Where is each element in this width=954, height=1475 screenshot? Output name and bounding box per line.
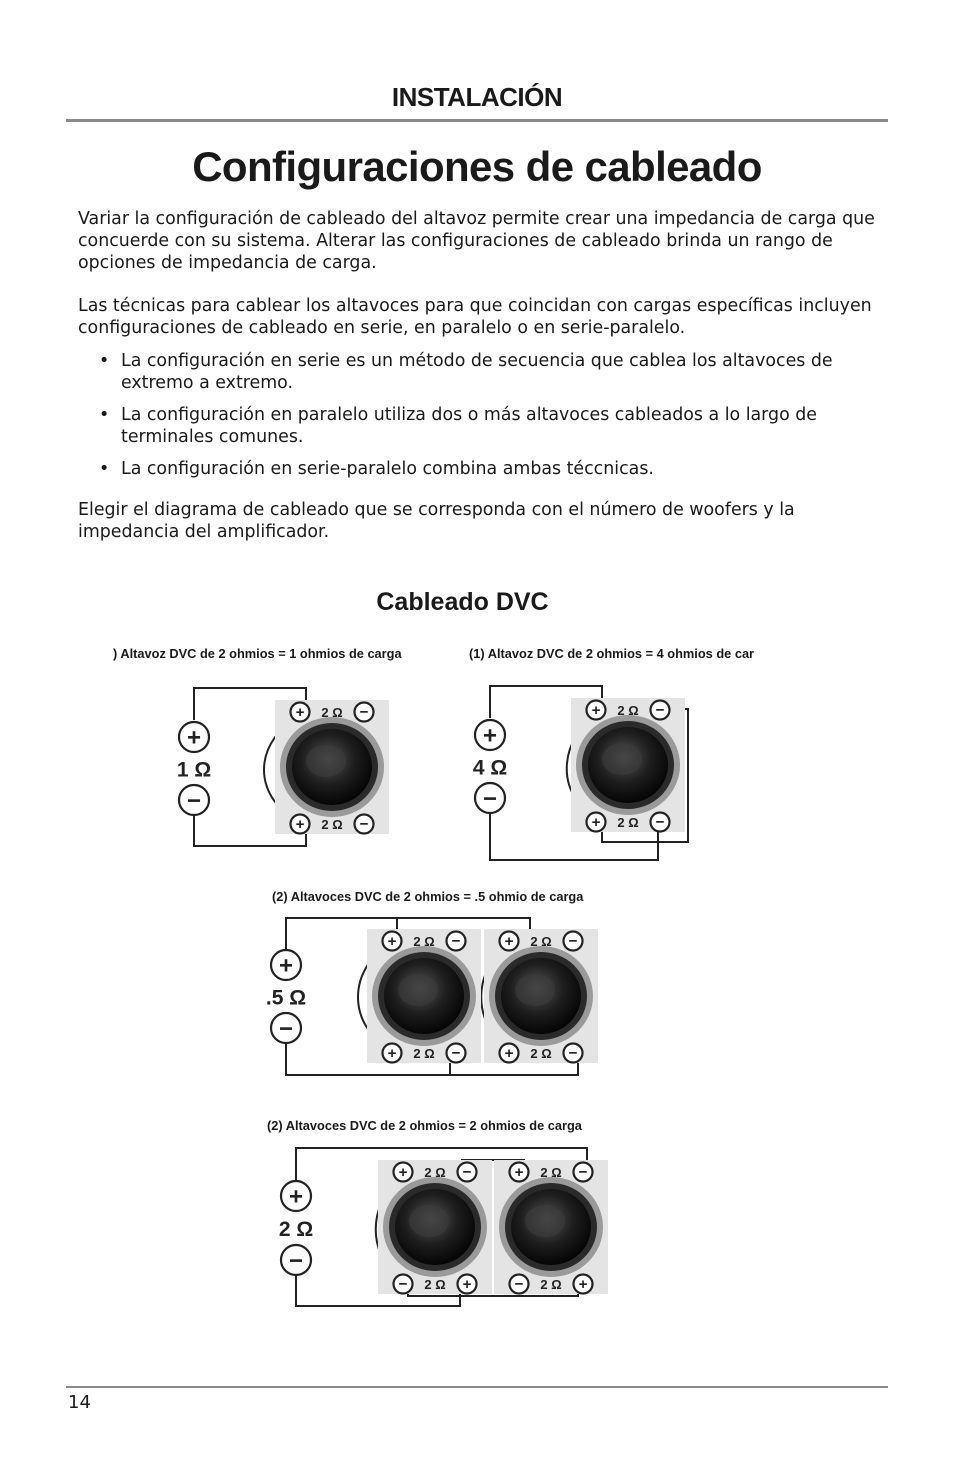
speaker-terminal-icon-sign: − [359, 816, 369, 834]
amp-load-label-4: 2 Ω [278, 1218, 314, 1241]
list-item: • La configuración en serie-paralelo combina ambas téccnicas. [99, 459, 654, 479]
speaker-3 [367, 929, 481, 1063]
speaker-highlight [398, 974, 438, 1006]
amp-plus-terminal-icon-sign: + [288, 1183, 304, 1211]
amp-minus-terminal-icon-sign: − [482, 785, 498, 813]
amp-load-label-3: .5 Ω [265, 986, 307, 1010]
coil-label: 2 Ω [540, 1165, 562, 1180]
speaker-terminal-icon-sign: + [295, 816, 305, 834]
speaker-terminal-icon-sign: − [655, 814, 665, 832]
amp-plus-terminal-icon-sign: + [278, 952, 294, 980]
amp-minus-terminal-icon-sign: − [278, 1015, 294, 1043]
list-item: • La configuración en paralelo utiliza dos o más altavoces cableados a lo largo de terminales comunes. [99, 405, 817, 447]
coil-label: 2 Ω [413, 1046, 435, 1061]
amp-minus-terminal-icon-sign: − [288, 1247, 304, 1275]
speaker-terminal-icon-sign: − [359, 704, 369, 722]
coil-label: 2 Ω [617, 815, 639, 830]
speaker-terminal-icon-sign: + [591, 814, 601, 832]
amp-minus-terminal-icon-sign: − [186, 787, 202, 815]
speaker-terminal-icon-sign: + [295, 704, 305, 722]
diagram-caption-1: ) Altavoz DVC de 2 ohmios = 1 ohmios de carga [113, 646, 402, 661]
speaker-terminal-icon-sign: + [591, 702, 601, 720]
speaker-terminal-icon-sign: + [462, 1276, 472, 1294]
coil-label: 2 Ω [530, 934, 552, 949]
coil-label: 2 Ω [321, 705, 343, 720]
list-item: • La configuración en serie es un método de secuencia que cablea los altavoces de extremo a extremo. [99, 351, 833, 393]
diagram-caption-4: (2) Altavoces DVC de 2 ohmios = 2 ohmios de carga [267, 1118, 582, 1133]
amp-load-label-1: 1 Ω [176, 758, 212, 782]
speaker-4 [484, 929, 598, 1063]
speaker-5 [378, 1160, 492, 1294]
page-number: 14 [68, 1392, 91, 1413]
list-item-text: La configuración en paralelo utiliza dos o más altavoces cableados a lo largo de terminales comunes. [121, 405, 817, 447]
intro-paragraph: Variar la configuración de cableado del altavoz permite crear una impedancia de carga que concuerde con su sistema. Alterar las configuraciones de cableado brinda un rango de opciones de impedancia de carga. [78, 209, 875, 273]
speaker-highlight [306, 745, 346, 777]
coil-label: 2 Ω [617, 703, 639, 718]
speaker-6 [494, 1160, 608, 1294]
speaker-terminal-icon-sign: + [504, 933, 514, 951]
speaker-terminal-icon-sign: − [568, 1045, 578, 1063]
coil-label: 2 Ω [530, 1046, 552, 1061]
speaker-terminal-icon-sign: − [578, 1164, 588, 1182]
coil-label: 2 Ω [321, 817, 343, 832]
coil-label: 2 Ω [540, 1277, 562, 1292]
speaker-terminal-icon-sign: + [387, 1045, 397, 1063]
diagram-caption-3: (2) Altavoces DVC de 2 ohmios = .5 ohmio de carga [272, 889, 584, 904]
speaker-terminal-icon-sign: − [451, 1045, 461, 1063]
diagram-title: Cableado DVC [376, 588, 549, 616]
coil-label: 2 Ω [424, 1277, 446, 1292]
speaker-terminal-icon-sign: − [655, 702, 665, 720]
choose-paragraph: Elegir el diagrama de cableado que se corresponda con el número de woofers y la impedancia del amplificador. [78, 500, 795, 542]
speaker-terminal-icon-sign: + [387, 933, 397, 951]
coil-label: 2 Ω [424, 1165, 446, 1180]
speaker-highlight [525, 1205, 565, 1237]
speaker-terminal-icon-sign: − [568, 933, 578, 951]
speaker-highlight [602, 743, 642, 775]
speaker-terminal-icon-sign: − [514, 1276, 524, 1294]
speaker-terminal-icon-sign: + [398, 1164, 408, 1182]
page-title: Configuraciones de cableado [192, 143, 762, 190]
footer-divider [66, 1386, 888, 1388]
techniques-paragraph: Las técnicas para cablear los altavoces para que coincidan con cargas específicas incluyen configuraciones de cableado en serie, en paralelo o en serie-paralelo. [78, 296, 872, 338]
list-item-text: La configuración en serie-paralelo combina ambas téccnicas. [121, 459, 654, 479]
coil-label: 2 Ω [413, 934, 435, 949]
speaker-1 [275, 700, 389, 834]
speaker-terminal-icon-sign: − [451, 933, 461, 951]
speaker-highlight [515, 974, 555, 1006]
speaker-2 [571, 698, 685, 832]
diagram-caption-2: (1) Altavoz DVC de 2 ohmios = 4 ohmios de car [469, 646, 755, 661]
list-item-text: La configuración en serie es un método de secuencia que cablea los altavoces de extremo a extremo. [121, 351, 833, 393]
speaker-terminal-icon-sign: + [578, 1276, 588, 1294]
amp-plus-terminal-icon-sign: + [186, 724, 202, 752]
speaker-terminal-icon-sign: − [462, 1164, 472, 1182]
speaker-terminal-icon-sign: + [514, 1164, 524, 1182]
speaker-terminal-icon-sign: + [504, 1045, 514, 1063]
speaker-highlight [409, 1205, 449, 1237]
amp-load-label-2: 4 Ω [472, 756, 508, 780]
speaker-terminal-icon-sign: − [398, 1276, 408, 1294]
section-heading: INSTALACIÓN [391, 82, 563, 112]
amp-plus-terminal-icon-sign: + [482, 722, 498, 750]
